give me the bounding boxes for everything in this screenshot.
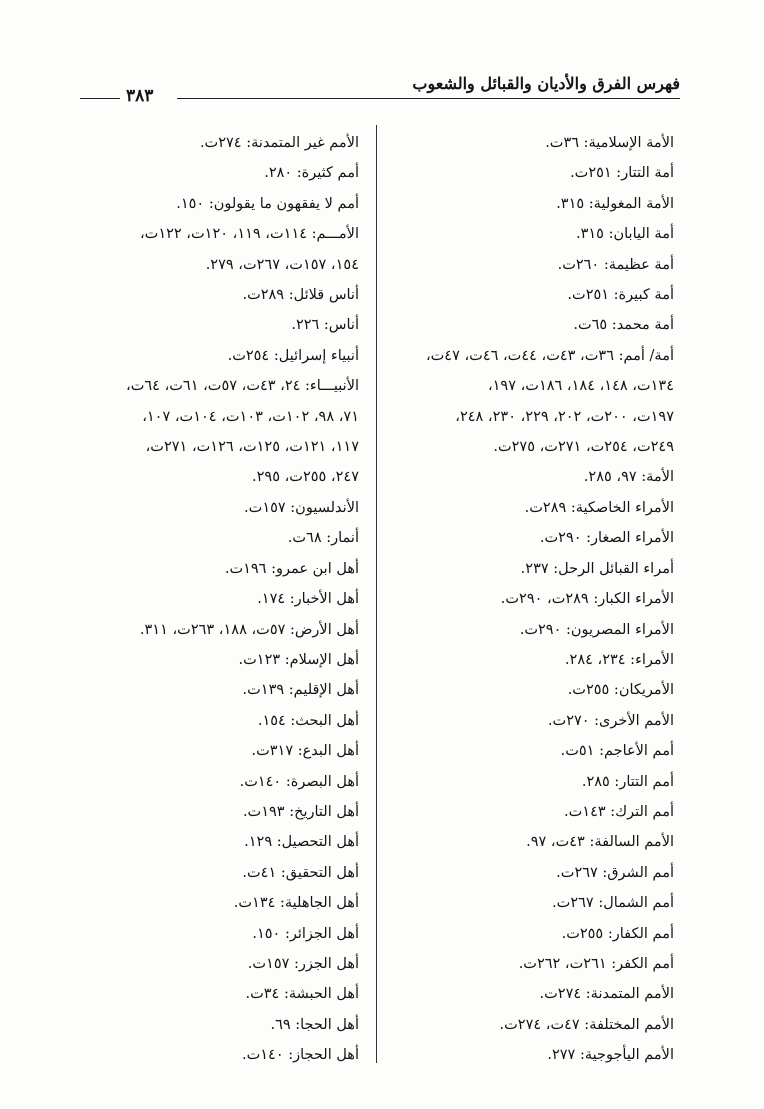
index-entry: أهل التحصيل: ١٢٩. — [244, 834, 359, 851]
index-entry: أمراء القبائل الرحل: ٢٣٧. — [520, 560, 674, 577]
index-entry: أهل الجزائر: ١٥٠. — [252, 925, 359, 942]
index-entry: أهل التاريخ: ١٩٣ت. — [242, 803, 359, 820]
index-entry: أهل التحقيق: ٤١ت. — [242, 864, 359, 881]
index-entry: أهل البدع: ٣١٧ت. — [251, 743, 359, 760]
index-entry: ٢٤٧، ٢٥٥ت، ٢٩٥. — [252, 469, 359, 486]
index-entry: أهل الحجا: ٦٩. — [270, 1016, 359, 1033]
index-entry: ١٩٧ت، ٢٠٠ت، ٢٠٢، ٢٢٩، ٢٣٠، ٢٤٨، — [455, 408, 674, 425]
index-entry: الأمـــم: ١١٤ت، ١١٩، ١٢٠ت، ١٢٢ت، — [139, 226, 359, 243]
index-entry: ١١٧، ١٢١ت، ١٢٥ت، ١٢٦ت، ٢٧١ت، — [145, 439, 359, 456]
index-entry: أنبياء إسرائيل: ٢٥٤ت. — [227, 347, 359, 364]
index-column-left — [49, 128, 359, 1071]
index-entry: أمم الشمال: ٢٦٧ت. — [552, 895, 674, 912]
index-entry: الأمريكان: ٢٥٥ت. — [567, 682, 674, 699]
index-entry: أمة كبيرة: ٢٥١ت. — [567, 287, 674, 304]
index-entry: الأمة: ٩٧، ٢٨٥. — [583, 469, 674, 486]
column-divider — [376, 125, 377, 1063]
index-entry: أمم الأعاجم: ٥١ت. — [560, 743, 674, 760]
index-entry: أناس: ٢٢٦. — [291, 317, 359, 334]
index-entry: أمة التتار: ٢٥١ت. — [570, 165, 674, 182]
index-entry: الأمم الأخرى: ٢٧٠ت. — [547, 712, 674, 729]
index-entry: أهل الأخبار: ١٧٤. — [257, 591, 359, 608]
index-entry: أمم الكفار: ٢٥٥ت. — [561, 925, 674, 942]
index-entry: أناس قلائل: ٢٨٩ت. — [242, 287, 359, 304]
index-entry: الأمراء الكبار: ٢٨٩ت، ٢٩٠ت. — [500, 591, 674, 608]
index-entry: أمم الشرق: ٢٦٧ت. — [556, 864, 674, 881]
index-entry: أهل الإسلام: ١٢٣ت. — [238, 651, 359, 668]
index-entry: أمم الترك: ١٤٣ت. — [564, 803, 674, 820]
index-entry: الأمراء الخاصكية: ٢٨٩ت. — [524, 499, 674, 516]
index-entry: أهل البصرة: ١٤٠ت. — [239, 773, 359, 790]
index-entry: الأمراء المصريون: ٢٩٠ت. — [519, 621, 674, 638]
index-entry: أمم كثيرة: ٢٨٠. — [264, 165, 359, 182]
page-header — [80, 64, 680, 106]
index-entry: الأمراء: ٢٣٤، ٢٨٤. — [564, 651, 674, 668]
index-entry: ٢٤٩ت، ٢٥٤ت، ٢٧١ت، ٢٧٥ت. — [493, 439, 674, 456]
index-entry: أمم التتار: ٢٨٥. — [581, 773, 674, 790]
index-entry: أهل ابن عمرو: ١٩٦ت. — [224, 560, 359, 577]
index-entry: ١٣٤ت، ١٤٨، ١٨٤، ١٨٦ت، ١٩٧، — [487, 378, 674, 395]
index-entry: أمة محمد: ٦٥ت. — [573, 317, 674, 334]
index-entry: ١٥٤، ١٥٧ت، ٢٦٧ت، ٢٧٩. — [205, 256, 359, 273]
index-entry: أمة/ أمم: ٣٦ت، ٤٣ت، ٤٤ت، ٤٦ت، ٤٧ت، — [425, 347, 674, 364]
index-entry: أمم لا يفقهون ما يقولون: ١٥٠. — [176, 195, 359, 212]
index-entry: الأندلسيون: ١٥٧ت. — [244, 499, 359, 516]
running-title: فهرس الفرق والأديان والقبائل والشعوب — [412, 74, 680, 93]
index-entry: أهل الحجاز: ١٤٠ت. — [242, 1047, 359, 1064]
index-entry: الأمم السالفة: ٤٣ت، ٩٧. — [526, 834, 674, 851]
index-entry: أهل الجاهلية: ١٣٤ت. — [233, 895, 359, 912]
index-entry: أهل الأرض: ٥٧ت، ١٨٨، ٢٦٣ت، ٣١١. — [139, 621, 359, 638]
index-entry: ٧١، ٩٨، ١٠٢ت، ١٠٣ت، ١٠٤ت، ١٠٧، — [142, 408, 359, 425]
index-entry: أهل الإقليم: ١٣٩ت. — [242, 682, 359, 699]
index-entry: الأمم المتمدنة: ٢٧٤ت. — [539, 986, 674, 1003]
index-entry: الأمة الإسلامية: ٣٦ت. — [545, 135, 674, 151]
index-entry: أنمار: ٦٨ت. — [287, 530, 359, 547]
index-entry: الأمم غير المتمدنة: ٢٧٤ت. — [199, 135, 359, 151]
page-number-dash — [80, 98, 120, 99]
index-entry: الأمم المختلفة: ٤٧ت، ٢٧٤ت. — [499, 1016, 674, 1033]
index-entry: أمة اليابان: ٣١٥. — [576, 226, 674, 243]
index-entry: أهل الجزر: ١٥٧ت. — [247, 955, 359, 972]
index-entry: الأنبيـــاء: ٢٤، ٤٣ت، ٥٧ت، ٦١ت، ٦٤ت، — [126, 378, 359, 395]
index-entry: الأمراء الصغار: ٢٩٠ت. — [539, 530, 674, 547]
index-entry: أهل الحبشة: ٣٤ت. — [245, 986, 359, 1003]
index-entry: أمم الكفر: ٢٦١ت، ٢٦٢ت. — [518, 955, 674, 972]
index-entry: أمة عظيمة: ٢٦٠ت. — [557, 256, 674, 273]
index-entry: الأمة المغولية: ٣١٥. — [556, 195, 674, 212]
header-rule — [177, 98, 680, 99]
page-number: ٣٨٣ — [126, 86, 154, 106]
index-column-right — [390, 128, 674, 1071]
index-entry: أهل البحث: ١٥٤. — [257, 712, 359, 729]
index-entry: الأمم اليأجوجية: ٢٧٧. — [547, 1047, 674, 1064]
